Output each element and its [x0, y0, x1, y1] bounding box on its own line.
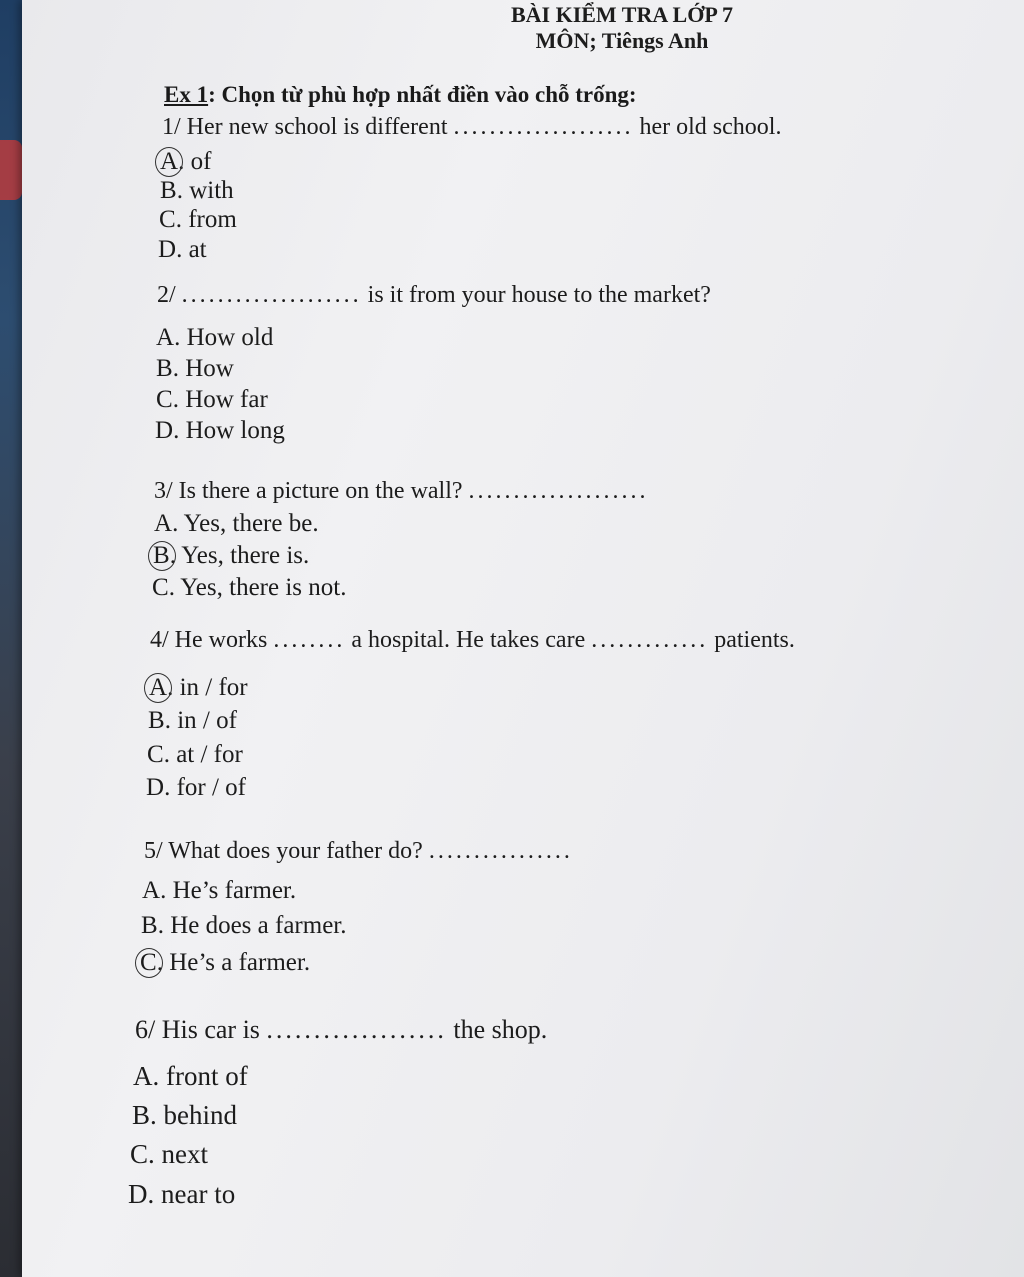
answer-circle-mark: A	[160, 148, 179, 175]
answer-blank: ....................	[181, 282, 362, 308]
answer-blank: ........	[273, 627, 346, 653]
option-5c	[140, 949, 310, 977]
option-2a	[156, 324, 273, 352]
question-4	[150, 627, 795, 654]
option-letter: C	[152, 574, 169, 601]
exercise-heading	[164, 82, 637, 108]
option-text: . for / of	[164, 774, 246, 801]
option-text: . He’s a farmer.	[156, 949, 311, 976]
answer-circle-mark: C	[140, 949, 157, 976]
question-text: 5/ What does your father do?	[144, 838, 429, 864]
option-text: . in / for	[167, 674, 248, 701]
option-3c	[152, 574, 346, 602]
option-letter: A	[154, 510, 173, 537]
answer-blank: ....................	[468, 478, 649, 504]
option-letter: C	[159, 206, 176, 233]
answer-blank: .............	[591, 627, 709, 653]
question-text: 2/	[157, 282, 182, 308]
option-text: . at	[176, 236, 207, 263]
option-text: . of	[178, 148, 212, 175]
option-text: . Yes, there is.	[169, 542, 310, 569]
option-2d	[155, 417, 285, 445]
question-3	[154, 478, 649, 505]
option-text: . How old	[174, 324, 274, 351]
option-letter: A	[133, 1061, 153, 1091]
option-1b	[160, 177, 234, 205]
option-text: . How far	[172, 386, 268, 413]
worksheet-title: BÀI KIỂM TRA LỚP 7	[510, 2, 734, 27]
option-1c	[159, 206, 237, 234]
option-letter: C	[130, 1139, 149, 1169]
option-4d	[146, 774, 246, 802]
option-text: . next	[148, 1139, 209, 1169]
question-1	[162, 114, 781, 141]
option-3a	[154, 510, 319, 538]
option-letter: D	[158, 236, 177, 263]
worksheet-page	[22, 0, 1024, 1277]
exercise-instruction: : Chọn từ phù hợp nhất điền vào chỗ trống:	[208, 82, 637, 107]
answer-circle-mark: A	[149, 674, 168, 701]
option-text: . Yes, there be.	[172, 510, 319, 537]
option-letter: D	[155, 417, 174, 444]
option-text: . behind	[150, 1100, 238, 1130]
answer-blank: ................	[428, 838, 573, 864]
question-text: 3/ Is there a picture on the wall?	[154, 478, 469, 504]
option-2b	[156, 355, 234, 383]
option-text: . He does a farmer.	[157, 912, 347, 939]
question-5	[144, 838, 573, 865]
option-text: . at / for	[163, 741, 243, 768]
option-text: . near to	[147, 1179, 236, 1209]
worksheet-subject: MÔN; Tiêngs Anh	[535, 28, 709, 53]
option-4c	[147, 741, 243, 769]
option-3b	[153, 542, 309, 570]
question-text: a hospital. He takes care	[345, 627, 592, 653]
option-5a	[142, 877, 296, 905]
answer-circle-mark: B	[153, 542, 170, 569]
option-text: . He’s farmer.	[160, 877, 297, 904]
exercise-label: Ex 1	[164, 82, 209, 107]
answer-blank: ...................	[266, 1015, 447, 1044]
option-letter: B	[148, 707, 165, 734]
option-text: . Yes, there is not.	[168, 574, 347, 601]
option-letter: D	[128, 1179, 148, 1209]
option-6d	[128, 1179, 235, 1210]
option-letter: B	[141, 912, 158, 939]
question-text: her old school.	[633, 114, 782, 140]
option-2c	[156, 386, 268, 414]
question-text: patients.	[708, 627, 795, 653]
option-6a	[133, 1061, 248, 1092]
option-4b	[148, 707, 237, 735]
option-6c	[130, 1139, 208, 1170]
question-text: 4/ He works	[150, 627, 274, 653]
option-5b	[141, 912, 347, 940]
option-text: . in / of	[164, 707, 237, 734]
option-letter: A	[142, 877, 161, 904]
question-text: is it from your house to the market?	[361, 282, 711, 308]
option-text: . How long	[173, 417, 285, 444]
option-letter: C	[156, 386, 173, 413]
option-letter: A	[156, 324, 175, 351]
question-6	[135, 1015, 547, 1045]
answer-blank: ....................	[453, 114, 634, 140]
option-1a	[160, 148, 211, 176]
option-1d	[158, 236, 207, 264]
question-text: 1/ Her new school is different	[162, 114, 454, 140]
option-4a	[149, 674, 248, 702]
option-text: . How	[172, 355, 234, 382]
background-object	[0, 140, 22, 200]
option-letter: D	[146, 774, 165, 801]
question-2	[157, 282, 711, 309]
question-text: 6/ His car is	[135, 1015, 267, 1044]
option-letter: B	[160, 177, 177, 204]
option-text: . front of	[152, 1061, 248, 1091]
question-text: the shop.	[446, 1015, 548, 1044]
option-letter: B	[156, 355, 173, 382]
option-letter: B	[132, 1100, 151, 1130]
option-text: . with	[176, 177, 234, 204]
option-6b	[132, 1100, 237, 1131]
option-text: . from	[175, 206, 237, 233]
option-letter: C	[147, 741, 164, 768]
